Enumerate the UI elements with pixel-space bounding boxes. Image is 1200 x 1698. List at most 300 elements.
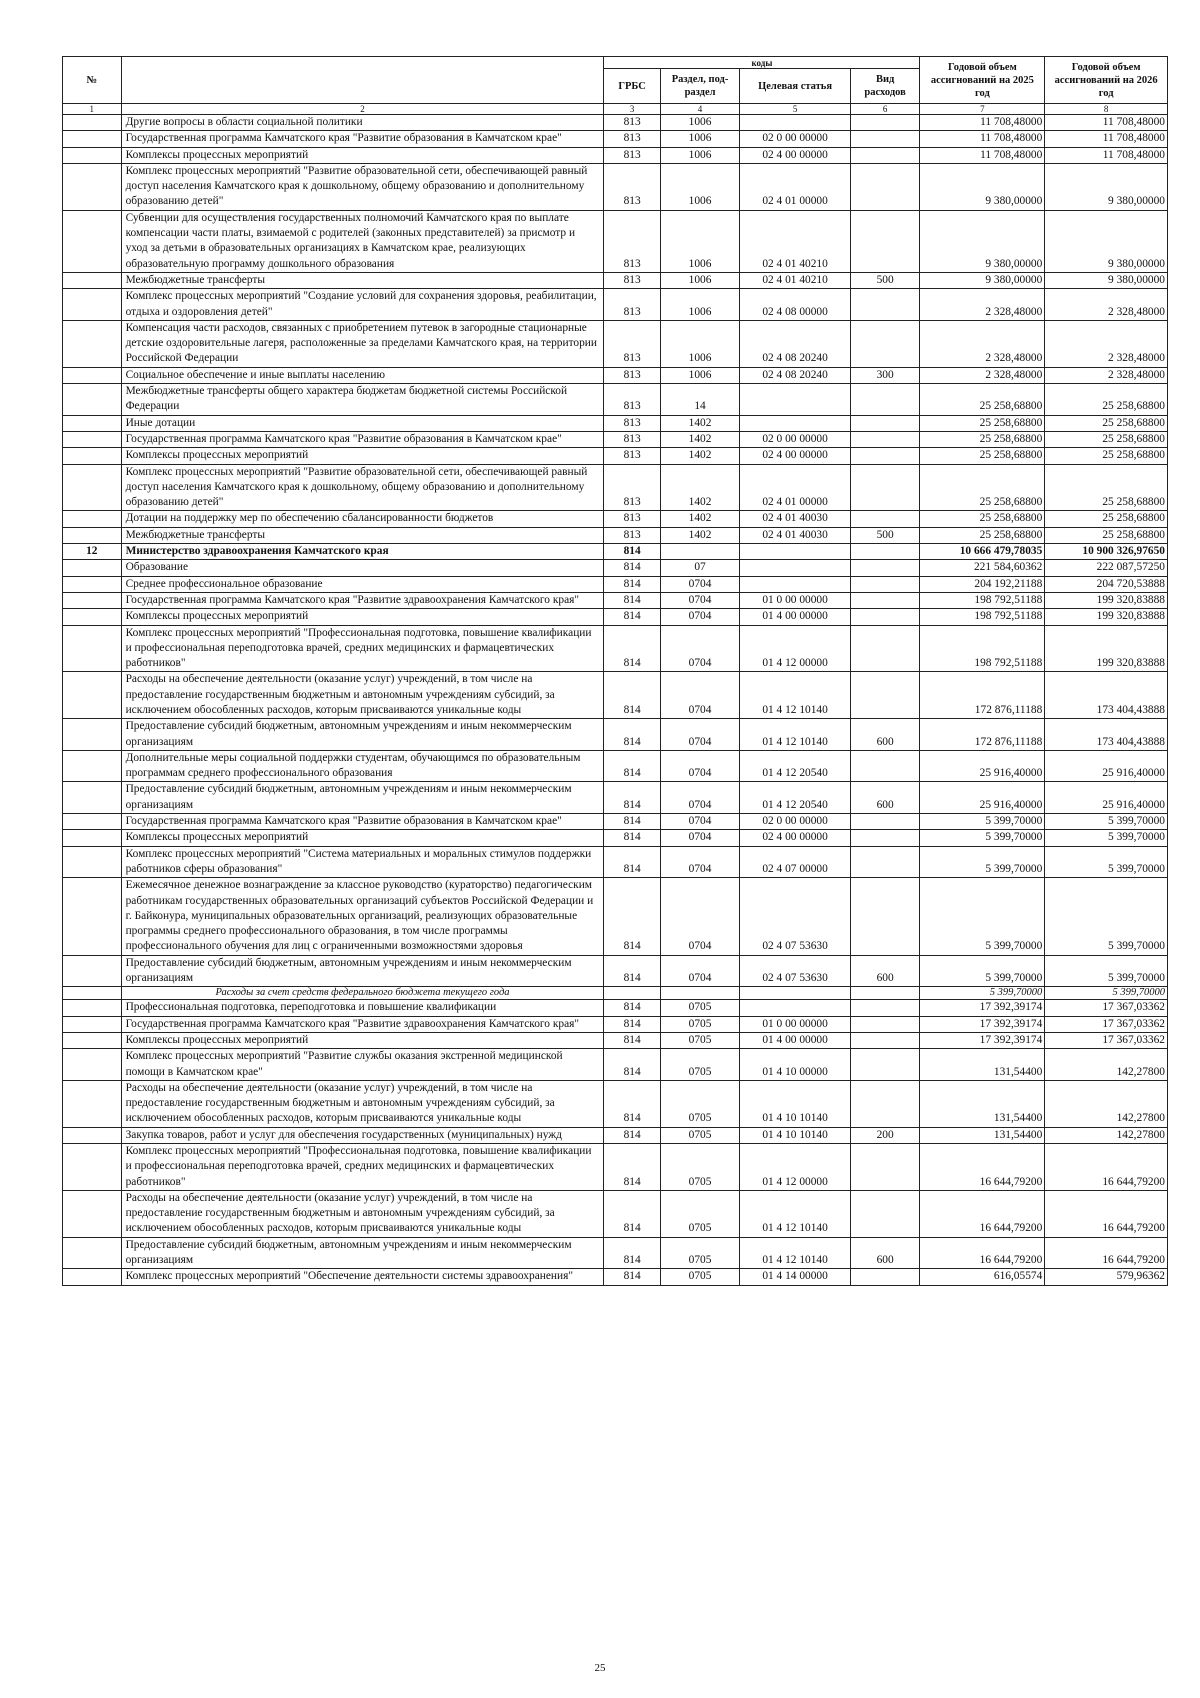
row-grbs: 814 <box>604 830 660 846</box>
row-amount-2025: 25 258,68800 <box>920 448 1045 464</box>
row-amount-2025: 5 399,70000 <box>920 955 1045 987</box>
row-kind <box>850 672 920 719</box>
row-target: 01 0 00 00000 <box>740 1016 850 1032</box>
row-name: Межбюджетные трансферты <box>121 527 604 543</box>
row-section: 0705 <box>660 1049 740 1081</box>
row-grbs: 814 <box>604 1080 660 1127</box>
page-number: 25 <box>594 1662 606 1674</box>
row-section: 07 <box>660 560 740 576</box>
row-amount-2025: 25 916,40000 <box>920 782 1045 814</box>
row-section: 14 <box>660 384 740 416</box>
row-number <box>63 1190 122 1237</box>
row-section: 0704 <box>660 814 740 830</box>
row-target: 02 4 01 00000 <box>740 163 850 210</box>
row-grbs: 814 <box>604 955 660 987</box>
row-section: 0705 <box>660 1127 740 1143</box>
header-section: Раздел, под-раздел <box>660 69 740 104</box>
table-row <box>63 415 1168 431</box>
row-amount-2026: 5 399,70000 <box>1045 846 1168 878</box>
row-grbs <box>604 987 660 1000</box>
row-number <box>63 511 122 527</box>
row-amount-2025: 9 380,00000 <box>920 210 1045 272</box>
row-amount-2026: 5 399,70000 <box>1045 830 1168 846</box>
row-amount-2026: 5 399,70000 <box>1045 878 1168 955</box>
row-name: Дотации на поддержку мер по обеспечению сбалансированности бюджетов <box>121 511 604 527</box>
row-amount-2026: 142,27800 <box>1045 1049 1168 1081</box>
row-kind <box>850 115 920 131</box>
row-kind <box>850 210 920 272</box>
row-name: Комплексы процессных мероприятий <box>121 830 604 846</box>
table-row <box>63 115 1168 131</box>
row-target: 01 4 12 10140 <box>740 1237 850 1269</box>
row-kind <box>850 1016 920 1032</box>
row-number <box>63 955 122 987</box>
row-amount-2025: 11 708,48000 <box>920 147 1045 163</box>
row-target: 02 4 07 00000 <box>740 846 850 878</box>
row-kind <box>850 131 920 147</box>
row-name: Комплекс процессных мероприятий "Развитие службы оказания экстренной медицинской помощи в Камчатском крае" <box>121 1049 604 1081</box>
row-amount-2026: 25 258,68800 <box>1045 464 1168 511</box>
row-number <box>63 1237 122 1269</box>
table-row <box>63 431 1168 447</box>
row-kind: 600 <box>850 782 920 814</box>
row-name: Государственная программа Камчатского края "Развитие здравоохранения Камчатского края" <box>121 1016 604 1032</box>
row-amount-2026: 222 087,57250 <box>1045 560 1168 576</box>
row-kind <box>850 1144 920 1191</box>
row-section <box>660 987 740 1000</box>
row-number <box>63 448 122 464</box>
row-amount-2026: 5 399,70000 <box>1045 814 1168 830</box>
row-number <box>63 527 122 543</box>
row-kind <box>850 987 920 1000</box>
row-kind <box>850 830 920 846</box>
row-grbs: 814 <box>604 878 660 955</box>
row-number <box>63 210 122 272</box>
row-grbs: 814 <box>604 782 660 814</box>
row-section: 1006 <box>660 163 740 210</box>
row-amount-2025: 5 399,70000 <box>920 814 1045 830</box>
row-name: Компенсация части расходов, связанных с приобретением путевок в загородные стационарные детские оздоровительные лагеря, расположенные за пределами Камчатского края, на территории Российской Федерации <box>121 320 604 367</box>
row-amount-2026: 199 320,83888 <box>1045 592 1168 608</box>
row-name: Комплекс процессных мероприятий "Обеспечение деятельности системы здравоохранения" <box>121 1269 604 1285</box>
row-target: 01 4 14 00000 <box>740 1269 850 1285</box>
header-2026: Годовой объем ассигнований на 2026 год <box>1045 57 1168 104</box>
row-kind <box>850 560 920 576</box>
table-row <box>63 272 1168 288</box>
column-numbers-row <box>63 104 1168 115</box>
table-row <box>63 384 1168 416</box>
row-name: Закупка товаров, работ и услуг для обеспечения государственных (муниципальных) нужд <box>121 1127 604 1143</box>
row-kind <box>850 609 920 625</box>
row-target: 01 4 12 20540 <box>740 782 850 814</box>
row-target: 01 4 12 10140 <box>740 1190 850 1237</box>
table-row <box>63 609 1168 625</box>
row-number <box>63 719 122 751</box>
row-amount-2026: 11 708,48000 <box>1045 115 1168 131</box>
row-number <box>63 1016 122 1032</box>
row-number <box>63 672 122 719</box>
row-grbs: 814 <box>604 560 660 576</box>
row-grbs: 814 <box>604 846 660 878</box>
table-row <box>63 147 1168 163</box>
row-target: 02 4 00 00000 <box>740 830 850 846</box>
row-grbs: 814 <box>604 544 660 560</box>
row-grbs: 814 <box>604 1127 660 1143</box>
row-number <box>63 625 122 672</box>
row-number <box>63 878 122 955</box>
row-target <box>740 1000 850 1016</box>
table-row <box>63 625 1168 672</box>
row-number <box>63 131 122 147</box>
table-row <box>63 782 1168 814</box>
row-section: 1006 <box>660 367 740 383</box>
row-amount-2026: 2 328,48000 <box>1045 320 1168 367</box>
row-number <box>63 320 122 367</box>
row-name: Межбюджетные трансферты общего характера бюджетам бюджетной системы Российской Федерации <box>121 384 604 416</box>
table-row <box>63 1049 1168 1081</box>
table-row <box>63 527 1168 543</box>
table-row <box>63 320 1168 367</box>
row-section: 0704 <box>660 878 740 955</box>
row-kind <box>850 592 920 608</box>
row-amount-2025: 198 792,51188 <box>920 609 1045 625</box>
row-section: 0704 <box>660 955 740 987</box>
row-kind <box>850 1269 920 1285</box>
row-kind: 500 <box>850 272 920 288</box>
row-grbs: 813 <box>604 464 660 511</box>
row-section: 1006 <box>660 131 740 147</box>
row-kind <box>850 846 920 878</box>
row-number <box>63 1080 122 1127</box>
row-amount-2025: 25 258,68800 <box>920 415 1045 431</box>
row-amount-2025: 25 916,40000 <box>920 750 1045 782</box>
row-kind <box>850 384 920 416</box>
row-number <box>63 609 122 625</box>
header-target: Целевая статья <box>740 69 850 104</box>
row-name: Предоставление субсидий бюджетным, автономным учреждениям и иным некоммерческим организациям <box>121 719 604 751</box>
row-grbs: 814 <box>604 814 660 830</box>
row-amount-2026: 25 258,68800 <box>1045 527 1168 543</box>
row-section: 0705 <box>660 1000 740 1016</box>
row-name: Субвенции для осуществления государственных полномочий Камчатского края по выплате компенсации части платы, взимаемой с родителей (законных представителей) за присмотр и уход за детьми в образовательных организациях в Камчатском крае, реализующих образовательную программу дошкольного образования <box>121 210 604 272</box>
column-number: 4 <box>660 104 740 115</box>
row-number <box>63 560 122 576</box>
row-grbs: 814 <box>604 609 660 625</box>
row-section: 1402 <box>660 464 740 511</box>
row-kind <box>850 163 920 210</box>
row-name: Комплекс процессных мероприятий "Создание условий для сохранения здоровья, реабилитации, отдыха и оздоровления детей" <box>121 289 604 321</box>
row-section: 1006 <box>660 289 740 321</box>
column-number: 5 <box>740 104 850 115</box>
table-row <box>63 830 1168 846</box>
row-number <box>63 1127 122 1143</box>
row-amount-2026: 25 258,68800 <box>1045 384 1168 416</box>
table-row <box>63 719 1168 751</box>
row-grbs: 814 <box>604 1016 660 1032</box>
row-number <box>63 367 122 383</box>
row-section: 1006 <box>660 320 740 367</box>
row-amount-2026: 2 328,48000 <box>1045 289 1168 321</box>
row-amount-2025: 16 644,79200 <box>920 1144 1045 1191</box>
row-kind <box>850 1000 920 1016</box>
row-amount-2026: 11 708,48000 <box>1045 147 1168 163</box>
row-number <box>63 415 122 431</box>
table-body <box>63 115 1168 1286</box>
row-target <box>740 415 850 431</box>
row-section: 0705 <box>660 1016 740 1032</box>
row-amount-2026: 199 320,83888 <box>1045 609 1168 625</box>
table-row <box>63 448 1168 464</box>
row-kind <box>850 814 920 830</box>
row-number <box>63 1144 122 1191</box>
row-target: 01 4 12 00000 <box>740 1144 850 1191</box>
row-amount-2026: 142,27800 <box>1045 1080 1168 1127</box>
table-row <box>63 955 1168 987</box>
row-name: Иные дотации <box>121 415 604 431</box>
row-amount-2025: 172 876,11188 <box>920 719 1045 751</box>
row-amount-2025: 131,54400 <box>920 1049 1045 1081</box>
row-kind <box>850 147 920 163</box>
row-amount-2025: 25 258,68800 <box>920 384 1045 416</box>
table-row <box>63 1127 1168 1143</box>
row-kind: 600 <box>850 955 920 987</box>
row-target: 02 4 01 00000 <box>740 464 850 511</box>
row-section: 1402 <box>660 511 740 527</box>
row-name: Комплекс процессных мероприятий "Профессиональная подготовка, повышение квалификации и профессиональная переподготовка врачей, средних медицинских и фармацевтических работников" <box>121 625 604 672</box>
row-section: 0704 <box>660 592 740 608</box>
table-row <box>63 672 1168 719</box>
row-amount-2025: 5 399,70000 <box>920 987 1045 1000</box>
row-amount-2026: 25 258,68800 <box>1045 448 1168 464</box>
row-amount-2026: 2 328,48000 <box>1045 367 1168 383</box>
row-amount-2025: 2 328,48000 <box>920 320 1045 367</box>
header-name-empty <box>121 57 604 104</box>
row-amount-2025: 172 876,11188 <box>920 672 1045 719</box>
row-target <box>740 115 850 131</box>
row-section: 1402 <box>660 415 740 431</box>
row-target <box>740 560 850 576</box>
table-row <box>63 987 1168 1000</box>
row-amount-2025: 11 708,48000 <box>920 131 1045 147</box>
row-grbs: 814 <box>604 1000 660 1016</box>
header-num: № <box>63 57 122 104</box>
row-grbs: 814 <box>604 750 660 782</box>
row-amount-2026: 17 367,03362 <box>1045 1016 1168 1032</box>
header-kind: Вид расходов <box>850 69 920 104</box>
row-grbs: 813 <box>604 320 660 367</box>
row-target: 02 4 08 20240 <box>740 320 850 367</box>
row-section: 1006 <box>660 115 740 131</box>
table-header <box>63 57 1168 115</box>
row-target: 02 4 07 53630 <box>740 878 850 955</box>
row-name: Профессиональная подготовка, переподготовка и повышение квалификации <box>121 1000 604 1016</box>
table-row <box>63 750 1168 782</box>
table-row <box>63 1269 1168 1285</box>
budget-sheet <box>62 56 1168 1286</box>
row-amount-2026: 25 258,68800 <box>1045 431 1168 447</box>
row-amount-2026: 9 380,00000 <box>1045 210 1168 272</box>
row-number <box>63 431 122 447</box>
row-target: 02 0 00 00000 <box>740 814 850 830</box>
row-number <box>63 115 122 131</box>
row-amount-2025: 5 399,70000 <box>920 846 1045 878</box>
row-amount-2025: 11 708,48000 <box>920 115 1045 131</box>
row-number <box>63 1000 122 1016</box>
row-amount-2025: 25 258,68800 <box>920 431 1045 447</box>
row-name: Комплексы процессных мероприятий <box>121 609 604 625</box>
row-target: 01 4 12 20540 <box>740 750 850 782</box>
row-section: 1006 <box>660 147 740 163</box>
row-section: 0704 <box>660 846 740 878</box>
row-number <box>63 163 122 210</box>
row-amount-2025: 198 792,51188 <box>920 592 1045 608</box>
row-amount-2026: 16 644,79200 <box>1045 1190 1168 1237</box>
row-section: 0704 <box>660 719 740 751</box>
row-target <box>740 544 850 560</box>
row-grbs: 814 <box>604 719 660 751</box>
row-amount-2026: 16 644,79200 <box>1045 1144 1168 1191</box>
column-number: 7 <box>920 104 1045 115</box>
row-kind <box>850 320 920 367</box>
row-name: Комплекс процессных мероприятий "Система материальных и моральных стимулов поддержки работников сферы образования" <box>121 846 604 878</box>
row-target <box>740 384 850 416</box>
column-number: 6 <box>850 104 920 115</box>
row-name: Образование <box>121 560 604 576</box>
row-name: Комплекс процессных мероприятий "Развитие образовательной сети, обеспечивающей равный доступ населения Камчатского края к дошкольному, общему образованию и дополнительному образованию детей" <box>121 163 604 210</box>
row-number <box>63 814 122 830</box>
row-target <box>740 987 850 1000</box>
row-number <box>63 987 122 1000</box>
row-target <box>740 576 850 592</box>
row-amount-2026: 25 916,40000 <box>1045 750 1168 782</box>
row-amount-2026: 17 367,03362 <box>1045 1000 1168 1016</box>
table-row <box>63 846 1168 878</box>
row-kind: 600 <box>850 1237 920 1269</box>
row-section: 0704 <box>660 576 740 592</box>
budget-table <box>62 56 1168 1286</box>
row-amount-2025: 16 644,79200 <box>920 1190 1045 1237</box>
table-row <box>63 210 1168 272</box>
row-amount-2025: 221 584,60362 <box>920 560 1045 576</box>
row-grbs: 813 <box>604 431 660 447</box>
row-grbs: 813 <box>604 367 660 383</box>
row-section: 0705 <box>660 1269 740 1285</box>
row-number <box>63 830 122 846</box>
row-name: Расходы на обеспечение деятельности (оказание услуг) учреждений, в том числе на предоставление государственным бюджетным и автономным учреждениям субсидий, за исключением обособленных расходов, которым присваиваются уникальные коды <box>121 672 604 719</box>
row-amount-2026: 5 399,70000 <box>1045 987 1168 1000</box>
row-number <box>63 289 122 321</box>
row-amount-2025: 198 792,51188 <box>920 625 1045 672</box>
row-grbs: 813 <box>604 147 660 163</box>
row-section: 0705 <box>660 1190 740 1237</box>
row-number <box>63 464 122 511</box>
row-amount-2026: 16 644,79200 <box>1045 1237 1168 1269</box>
row-section: 0705 <box>660 1144 740 1191</box>
row-grbs: 814 <box>604 576 660 592</box>
column-number: 1 <box>63 104 122 115</box>
table-row <box>63 814 1168 830</box>
row-section: 1402 <box>660 431 740 447</box>
row-amount-2025: 616,05574 <box>920 1269 1045 1285</box>
header-grbs: ГРБС <box>604 69 660 104</box>
row-name: Предоставление субсидий бюджетным, автономным учреждениям и иным некоммерческим организациям <box>121 782 604 814</box>
row-amount-2026: 25 916,40000 <box>1045 782 1168 814</box>
table-row <box>63 289 1168 321</box>
row-kind <box>850 544 920 560</box>
row-target: 01 4 12 00000 <box>740 625 850 672</box>
row-target: 01 4 00 00000 <box>740 1032 850 1048</box>
table-row <box>63 544 1168 560</box>
row-section: 0704 <box>660 609 740 625</box>
row-kind <box>850 878 920 955</box>
row-kind <box>850 511 920 527</box>
row-amount-2025: 10 666 479,78035 <box>920 544 1045 560</box>
row-amount-2025: 9 380,00000 <box>920 272 1045 288</box>
row-amount-2026: 10 900 326,97650 <box>1045 544 1168 560</box>
row-number <box>63 750 122 782</box>
row-kind <box>850 625 920 672</box>
row-amount-2026: 173 404,43888 <box>1045 719 1168 751</box>
row-name: Межбюджетные трансферты <box>121 272 604 288</box>
row-grbs: 814 <box>604 1144 660 1191</box>
row-target: 01 4 10 00000 <box>740 1049 850 1081</box>
row-grbs: 814 <box>604 1237 660 1269</box>
row-amount-2025: 17 392,39174 <box>920 1000 1045 1016</box>
table-row <box>63 1190 1168 1237</box>
row-section: 1402 <box>660 448 740 464</box>
row-grbs: 814 <box>604 625 660 672</box>
row-name: Государственная программа Камчатского края "Развитие здравоохранения Камчатского края" <box>121 592 604 608</box>
row-amount-2026: 579,96362 <box>1045 1269 1168 1285</box>
row-target: 01 4 12 10140 <box>740 672 850 719</box>
row-target: 02 4 01 40030 <box>740 527 850 543</box>
row-name: Государственная программа Камчатского края "Развитие образования в Камчатском крае" <box>121 814 604 830</box>
table-row <box>63 367 1168 383</box>
row-amount-2025: 5 399,70000 <box>920 830 1045 846</box>
header-2025: Годовой объем ассигнований на 2025 год <box>920 57 1045 104</box>
row-grbs: 813 <box>604 289 660 321</box>
row-kind <box>850 415 920 431</box>
row-amount-2025: 131,54400 <box>920 1080 1045 1127</box>
table-row <box>63 878 1168 955</box>
row-amount-2025: 2 328,48000 <box>920 289 1045 321</box>
row-amount-2026: 204 720,53888 <box>1045 576 1168 592</box>
table-row <box>63 1144 1168 1191</box>
table-row <box>63 1032 1168 1048</box>
row-target: 02 4 08 20240 <box>740 367 850 383</box>
row-amount-2025: 2 328,48000 <box>920 367 1045 383</box>
table-row <box>63 1237 1168 1269</box>
table-row <box>63 511 1168 527</box>
row-grbs: 813 <box>604 527 660 543</box>
row-kind <box>850 1049 920 1081</box>
row-name: Предоставление субсидий бюджетным, автономным учреждениям и иным некоммерческим организациям <box>121 955 604 987</box>
row-grbs: 813 <box>604 163 660 210</box>
row-number <box>63 147 122 163</box>
row-kind: 500 <box>850 527 920 543</box>
row-kind <box>850 750 920 782</box>
row-amount-2026: 25 258,68800 <box>1045 511 1168 527</box>
row-target: 01 0 00 00000 <box>740 592 850 608</box>
row-amount-2026: 199 320,83888 <box>1045 625 1168 672</box>
row-amount-2025: 16 644,79200 <box>920 1237 1045 1269</box>
row-name: Расходы за счет средств федерального бюджета текущего года <box>121 987 604 1000</box>
row-kind <box>850 1190 920 1237</box>
row-grbs: 813 <box>604 448 660 464</box>
row-amount-2026: 5 399,70000 <box>1045 955 1168 987</box>
row-amount-2026: 17 367,03362 <box>1045 1032 1168 1048</box>
row-number <box>63 1032 122 1048</box>
